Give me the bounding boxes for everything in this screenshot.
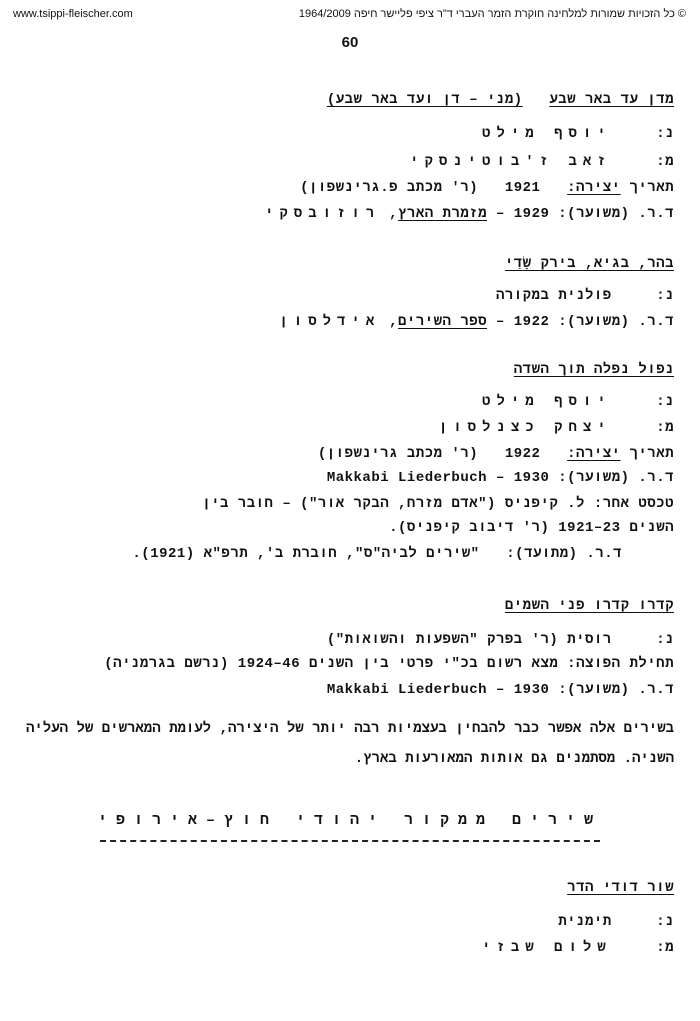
song4-music-line (327, 632, 674, 648)
song-title: בהר, בגיא, בירק שָׂדַי (504, 256, 674, 272)
song3-other-text-line-2 (389, 520, 674, 536)
publication-label: ד.ר. (משוער): (558, 314, 674, 330)
date-note: (ר' מכתב פ.גרינשפון) (300, 180, 479, 196)
other-text-note: (ר' דיבוב קיפניס). (389, 520, 550, 536)
spread-text: מצא רשום בכ"י פרטי בין השנים (309, 656, 559, 672)
song3-date-line (318, 446, 674, 462)
other-text-label: טכסט אחר: (593, 496, 674, 512)
composer: רוסית (ר' בפרק "השפעות והשואות") (326, 632, 612, 648)
composer: יוסף מילט (482, 394, 612, 410)
song-title: נפול נפלה תוך השדה (513, 362, 674, 378)
page-number: 60 (341, 34, 359, 51)
publication-label: ד.ר. (משוער): (558, 682, 674, 698)
song4-publication-line: ד.ר. (משוער): 1930 – Makkabi Liederbuch (326, 682, 674, 698)
publication-book: Makkabi Liederbuch (326, 682, 488, 698)
lyrics-label: מ: (656, 154, 674, 170)
date-year: 1921 (504, 180, 541, 196)
music-label: נ: (656, 914, 674, 930)
date-label: תאריך (629, 446, 674, 462)
song1-music-line (482, 126, 674, 142)
other-text-years-prefix: השנים (629, 520, 674, 536)
song5-lyrics-line (482, 940, 674, 956)
publication-label: ד.ר. (משוער): (558, 206, 674, 222)
publication-year: 1929 (513, 206, 550, 222)
song-title: מדן עד באר שבע (549, 92, 674, 108)
documented-value: "שירים לביה"ס", חוברת ב', תרפ"א (1921). (132, 546, 480, 562)
lyricist: שלום שבזי (482, 940, 612, 956)
lyrics-label: מ: (656, 420, 674, 436)
song1-publication-line: ד.ר. (משוער): 1929 – מזמרת הארץ, רוזובסקי (265, 206, 674, 222)
publication-year: 1930 (513, 682, 550, 698)
publication-year: 1930 (513, 470, 550, 486)
song1-date-line (300, 180, 674, 196)
composer: תימנית (558, 914, 612, 930)
date-word: יצירה: (567, 180, 621, 196)
publication-year: 1922 (513, 314, 550, 330)
composer: פולנית במקורה (495, 288, 612, 304)
song2-music-line (496, 288, 674, 304)
song3-other-text-line (202, 496, 674, 512)
song3-lyrics-line (439, 420, 674, 436)
publication-editor: רוזובסקי (265, 206, 381, 222)
publication-book: Makkabi Liederbuch (326, 470, 488, 486)
other-text: ל. קיפניס ("אדם מזרח, הבקר אור") – חובר בין (202, 496, 585, 512)
section-heading: שירים ממקור יהודי חוץ–אירופי (97, 812, 603, 829)
music-label: נ: (656, 632, 674, 648)
song4-spread-line (104, 656, 674, 672)
song2-publication-line: ד.ר. (משוער): 1922 – ספר השירים, אידלסון (279, 314, 674, 330)
composer: יוסף מילט (482, 126, 612, 142)
publication-label: ד.ר. (משוער): (558, 470, 674, 486)
song3-publication-line: ד.ר. (משוער): 1930 – Makkabi Liederbuch (326, 470, 674, 486)
song-subtitle: (מני – דן ועד באר שבע) (326, 92, 523, 108)
song-title: קדרו קדרו פני השמים (504, 598, 674, 614)
dashed-divider (100, 840, 600, 842)
song2-title-line (505, 256, 674, 272)
song5-title-line (567, 880, 674, 896)
song3-music-line (482, 394, 674, 410)
song-title: שור דודי הדר (567, 880, 674, 896)
date-label: תאריך (629, 180, 674, 196)
lyrics-label: מ: (656, 940, 674, 956)
song3-title-line (514, 362, 674, 378)
publication-book: מזמרת הארץ (398, 206, 488, 222)
commentary-paragraph: בשירים אלה אפשר כבר להבחין בעצמיות רבה יותר של היצירה, לעומת המארשים של העליה השניה. מסתמנים גם אותות המאורעות בארץ. (26, 721, 674, 767)
copyright-notice: © כל הזכויות שמורות למלחינה חוקרת הזמר העברי ד"ר ציפי פליישר חיפה 1964/2009 (298, 8, 686, 20)
music-label: נ: (656, 126, 674, 142)
song5-music-line (558, 914, 674, 930)
song1-lyrics-line (410, 154, 674, 170)
spread-years: 1924–46 (237, 656, 301, 672)
other-text-years: 1921–23 (558, 520, 621, 536)
publication-editor: אידלסון (279, 314, 381, 330)
music-label: נ: (656, 288, 674, 304)
music-label: נ: (656, 394, 674, 410)
song1-title-line (327, 92, 674, 108)
song3-documented-line (132, 546, 622, 562)
lyricist: זאב ז'בוטינסקי (410, 154, 612, 170)
date-year: 1922 (504, 446, 541, 462)
song4-title-line (505, 598, 674, 614)
publication-book: ספר השירים (398, 314, 488, 330)
documented-label: ד.ר. (מתועד): (506, 546, 622, 562)
website-url[interactable]: www.tsippi-fleischer.com (13, 8, 133, 20)
date-word: יצירה: (567, 446, 621, 462)
spread-note: (נרשם בגרמניה) (104, 656, 229, 672)
date-note: (ר' מכתב גרינשפון) (317, 446, 479, 462)
lyricist: יצחק כצנלסון (438, 420, 612, 436)
spread-label: תחילת הפוצה: (567, 656, 674, 672)
